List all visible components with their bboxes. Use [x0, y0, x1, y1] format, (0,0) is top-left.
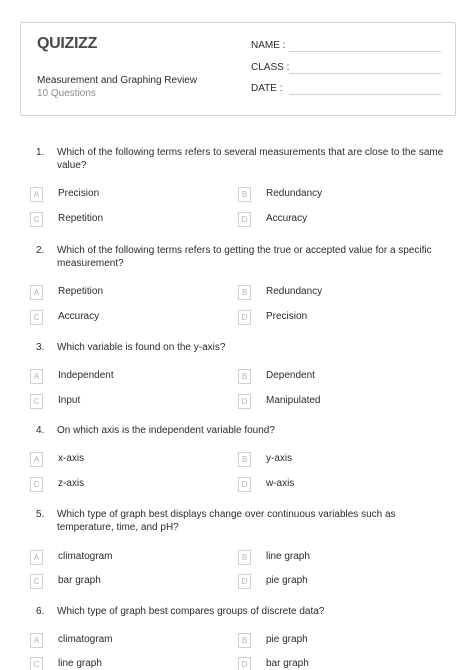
name-label: NAME :: [251, 40, 286, 51]
class-line: [289, 73, 441, 74]
date-field[interactable]: [251, 83, 441, 97]
name-field[interactable]: [251, 40, 441, 54]
option-text: x-axis: [58, 453, 85, 464]
option-letter-badge: B: [238, 187, 251, 202]
question-text: [57, 244, 447, 270]
option-text: Repetition: [58, 213, 104, 224]
option-letter-badge: B: [238, 550, 251, 565]
option-letter-badge: A: [30, 550, 43, 565]
option-text: Redundancy: [266, 286, 323, 297]
option-text: Input: [58, 395, 81, 406]
quizizz-logo: QUIZIZZ: [37, 35, 98, 52]
option-text: bar graph: [58, 575, 101, 586]
question-number: 4.: [36, 425, 45, 436]
option-text: Redundancy: [266, 188, 323, 199]
option-text: line graph: [58, 658, 102, 669]
question-text: [57, 424, 447, 437]
option-text: Repetition: [58, 286, 104, 297]
option-letter-badge: D: [238, 477, 251, 492]
question-line-1: Which of the following terms refers to several measurements that are close to the same: [57, 147, 444, 158]
question-number: 2.: [36, 245, 45, 256]
option-text: line graph: [266, 551, 310, 562]
worksheet-header: [20, 22, 456, 116]
option-letter-badge: C: [30, 657, 43, 670]
question-text: [57, 146, 447, 172]
option-text: Manipulated: [266, 395, 321, 406]
question-line-1: On which axis is the independent variable found?: [57, 425, 275, 436]
question-line-1: Which variable is found on the y-axis?: [57, 342, 226, 353]
option-letter-badge: A: [30, 633, 43, 648]
option-letter-badge: B: [238, 633, 251, 648]
option-letter-badge: C: [30, 477, 43, 492]
question-number: 3.: [36, 342, 45, 353]
option-letter-badge: A: [30, 369, 43, 384]
question-text: [57, 341, 447, 354]
question-line-2: measurement?: [57, 258, 124, 269]
question-line-2: temperature, time, and pH?: [57, 522, 179, 533]
date-label: DATE :: [251, 83, 283, 94]
option-text: Dependent: [266, 370, 315, 381]
option-text: y-axis: [266, 453, 293, 464]
option-text: pie graph: [266, 575, 308, 586]
option-letter-badge: B: [238, 369, 251, 384]
option-text: z-axis: [58, 478, 85, 489]
option-text: Independent: [58, 370, 114, 381]
option-text: Precision: [58, 188, 100, 199]
option-letter-badge: C: [30, 212, 43, 227]
option-text: pie graph: [266, 634, 308, 645]
option-letter-badge: D: [238, 574, 251, 589]
date-line: [289, 94, 441, 95]
option-letter-badge: A: [30, 187, 43, 202]
option-letter-badge: A: [30, 285, 43, 300]
option-letter-badge: D: [238, 212, 251, 227]
question-line-1: Which type of graph best compares groups of discrete data?: [57, 606, 325, 617]
option-letter-badge: C: [30, 574, 43, 589]
question-text: [57, 605, 447, 618]
question-text: [57, 508, 447, 534]
name-line: [289, 51, 441, 52]
question-line-1: Which type of graph best displays change over continuous variables such as: [57, 509, 396, 520]
question-number: 6.: [36, 606, 45, 617]
question-number: 5.: [36, 509, 45, 520]
worksheet-title: Measurement and Graphing Review: [37, 75, 198, 86]
option-text: climatogram: [58, 634, 113, 645]
option-letter-badge: D: [238, 657, 251, 670]
option-letter-badge: B: [238, 285, 251, 300]
option-letter-badge: A: [30, 452, 43, 467]
option-text: Accuracy: [58, 311, 100, 322]
option-text: climatogram: [58, 551, 113, 562]
option-letter-badge: D: [238, 310, 251, 325]
option-letter-badge: C: [30, 310, 43, 325]
option-letter-badge: C: [30, 394, 43, 409]
option-text: w-axis: [266, 478, 295, 489]
question-number: 1.: [36, 147, 45, 158]
class-field[interactable]: [251, 62, 441, 76]
option-text: Precision: [266, 311, 308, 322]
question-count: 10 Questions: [37, 88, 96, 99]
option-letter-badge: D: [238, 394, 251, 409]
class-label: CLASS :: [251, 62, 290, 73]
question-line-1: Which of the following terms refers to getting the true or accepted value for a specific: [57, 245, 432, 256]
option-letter-badge: B: [238, 452, 251, 467]
option-text: Accuracy: [266, 213, 308, 224]
question-line-2: value?: [57, 160, 87, 171]
option-text: bar graph: [266, 658, 309, 669]
